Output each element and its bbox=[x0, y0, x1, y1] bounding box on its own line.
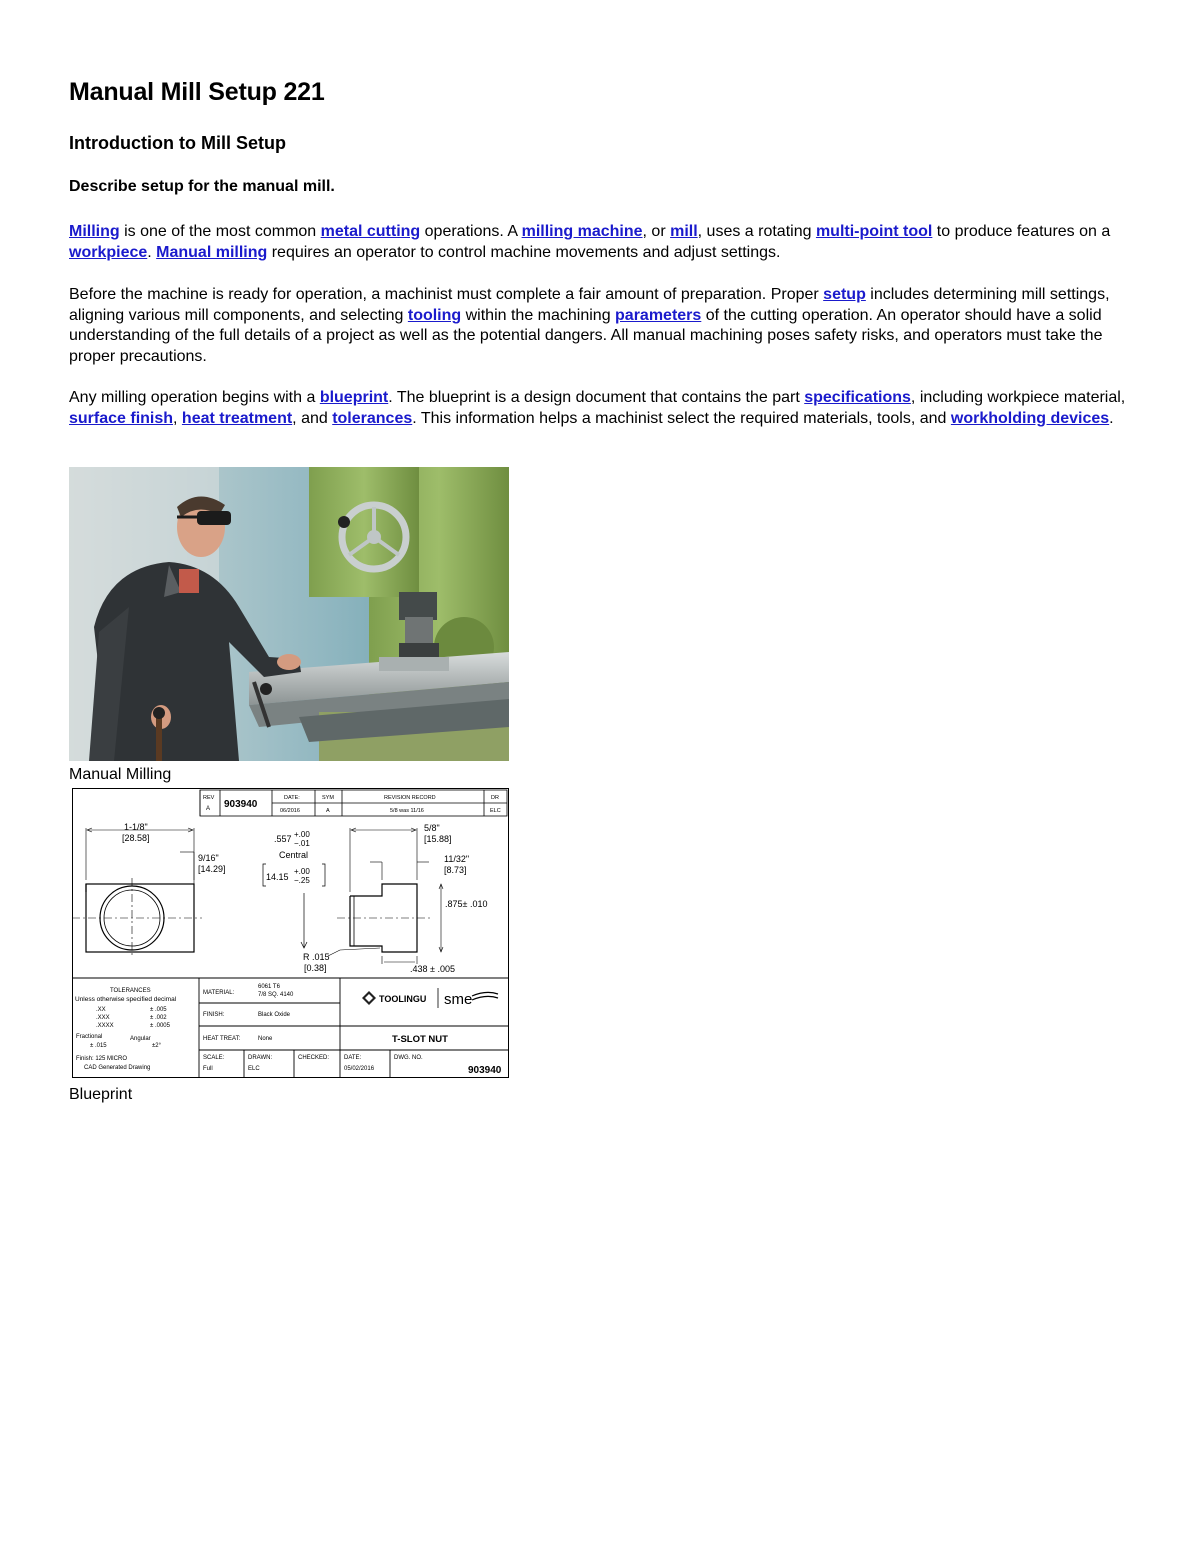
tol-finish: Finish: 125 MICRO bbox=[76, 1056, 128, 1062]
link-blueprint[interactable]: blueprint bbox=[319, 389, 389, 406]
link-parameters[interactable]: parameters bbox=[615, 306, 702, 324]
tol-plus-00: +.00 bbox=[294, 830, 310, 839]
link-tooling[interactable]: tooling bbox=[407, 306, 462, 324]
dim-58: 5/8" bbox=[424, 823, 440, 833]
dim-1415: 14.15 bbox=[266, 872, 289, 882]
figure-caption-manual-milling: Manual Milling bbox=[69, 766, 172, 783]
revision-record-label: REVISION RECORD bbox=[384, 795, 436, 801]
dim-1132-mm: [8.73] bbox=[444, 865, 467, 875]
heat-treat-label: HEAT TREAT: bbox=[203, 1036, 241, 1042]
rev-date: 06/2016 bbox=[280, 808, 300, 814]
dr-label: DR bbox=[491, 795, 499, 801]
tol-angular: Angular bbox=[130, 1036, 151, 1042]
dim-438: .438 ± .005 bbox=[410, 964, 455, 974]
central-label: Central bbox=[279, 850, 309, 860]
tol-ang-val: ±2° bbox=[152, 1043, 162, 1049]
dim-width-mm: [28.58] bbox=[122, 833, 150, 843]
heat-treat-value: None bbox=[258, 1036, 273, 1042]
rev-label: REV bbox=[203, 795, 215, 801]
scale-value: Full bbox=[203, 1066, 213, 1072]
tol-minus-01: −.01 bbox=[294, 839, 310, 848]
link-milling-machine[interactable]: milling machine bbox=[521, 223, 643, 240]
paragraph-milling-intro: Milling is one of the most common metal cutting operations. A milling machine, or mill, uses a rotating multi-point tool to produce features on a workpiece. Manual milling requires an operator to control machine movements and adjust settings. bbox=[69, 223, 1111, 261]
dim-r015: R .015 bbox=[303, 952, 330, 962]
dim-557: .557 bbox=[274, 834, 292, 844]
tol-cad: CAD Generated Drawing bbox=[84, 1065, 151, 1071]
rev-sym: A bbox=[326, 808, 330, 814]
link-manual-milling[interactable]: Manual milling bbox=[156, 243, 268, 261]
tol-plus-00-b: +.00 bbox=[294, 867, 310, 876]
finish-label: FINISH: bbox=[203, 1012, 225, 1018]
paragraph-blueprint: Any milling operation begins with a blueprint. The blueprint is a design document that contains the part specifications, including workpiece material, surface finish, heat treatment, and tolerances. This information helps a machinist select the required materials, tools, and workholding devices. bbox=[69, 389, 1126, 427]
material-line1: 6061 T6 bbox=[258, 984, 280, 990]
link-milling[interactable]: Milling bbox=[69, 223, 120, 240]
part-name: T-SLOT NUT bbox=[392, 1034, 448, 1045]
manual-milling-illustration bbox=[69, 467, 509, 761]
dim-58-mm: [15.88] bbox=[424, 834, 452, 844]
tol-fractional: Fractional bbox=[76, 1034, 103, 1040]
link-workpiece[interactable]: workpiece bbox=[69, 243, 148, 261]
tol-title: TOLERANCES bbox=[110, 988, 151, 994]
tol-xxx: .XXX bbox=[96, 1015, 110, 1021]
tol-xxx-val: ± .002 bbox=[150, 1015, 167, 1021]
dim-916-mm: [14.29] bbox=[198, 864, 226, 874]
tol-xx: .XX bbox=[96, 1007, 106, 1013]
dwg-value: 903940 bbox=[468, 1065, 502, 1076]
link-specifications[interactable]: specifications bbox=[804, 389, 911, 406]
rev-part-number: 903940 bbox=[224, 799, 258, 810]
scale-label: SCALE: bbox=[203, 1055, 225, 1061]
link-surface-finish[interactable]: surface finish bbox=[69, 409, 174, 427]
dim-r015-mm: [0.38] bbox=[304, 963, 327, 973]
manual-milling-photo bbox=[69, 467, 509, 761]
finish-value: Black Oxide bbox=[258, 1012, 291, 1018]
tol-xx-val: ± .005 bbox=[150, 1007, 167, 1013]
dim-916: 9/16" bbox=[198, 853, 219, 863]
tol-xxxx: .XXXX bbox=[96, 1023, 114, 1029]
dwg-label: DWG. NO. bbox=[394, 1055, 423, 1061]
section-title: Introduction to Mill Setup bbox=[69, 133, 286, 153]
date2-value: 05/02/2016 bbox=[344, 1066, 375, 1072]
rev-value: A bbox=[206, 806, 211, 812]
logo-brand: TOOLINGU bbox=[379, 994, 427, 1004]
link-metal-cutting[interactable]: metal cutting bbox=[320, 223, 421, 240]
blueprint-drawing bbox=[72, 788, 509, 1078]
dim-1132: 11/32" bbox=[444, 854, 470, 864]
page-title: Manual Mill Setup 221 bbox=[69, 78, 325, 106]
tol-minus-25: −.25 bbox=[294, 876, 310, 885]
dim-875: .875± .010 bbox=[445, 899, 488, 909]
figure-caption-blueprint: Blueprint bbox=[69, 1086, 133, 1103]
link-heat-treatment[interactable]: heat treatment bbox=[181, 409, 293, 427]
material-label: MATERIAL: bbox=[203, 990, 235, 996]
checked-label: CHECKED: bbox=[298, 1055, 330, 1061]
learning-objective: Describe setup for the manual mill. bbox=[69, 178, 335, 195]
dim-width: 1-1/8" bbox=[124, 822, 148, 832]
link-mill[interactable]: mill bbox=[670, 223, 698, 240]
sym-label: SYM bbox=[322, 795, 334, 801]
paragraph-preparation: Before the machine is ready for operation, a machinist must complete a fair amount of preparation. Proper setup includes determining mill settings, aligning various mill components, and selecting tooling within the machining parameters of the cutting operation. An operator should have a solid understanding of the full details of a project as well as the potential dangers. All manual machining poses safety risks, and operators must take the proper precautions. bbox=[69, 286, 1110, 365]
drawn-label: DRAWN: bbox=[248, 1055, 273, 1061]
rev-record: 5/8 was 11/16 bbox=[390, 808, 424, 814]
link-workholding-devices[interactable]: workholding devices bbox=[950, 409, 1110, 427]
tol-unless: Unless otherwise specified decimal bbox=[75, 996, 177, 1003]
tol-xxxx-val: ± .0005 bbox=[150, 1023, 170, 1029]
rev-dr: ELC bbox=[490, 808, 501, 814]
date-label: DATE: bbox=[284, 795, 300, 801]
date2-label: DATE: bbox=[344, 1055, 362, 1061]
drawn-value: ELC bbox=[248, 1066, 260, 1072]
link-setup[interactable]: setup bbox=[823, 286, 866, 303]
tol-frac-val: ± .015 bbox=[90, 1043, 107, 1049]
logo-sme: sme bbox=[444, 991, 473, 1008]
link-tolerances[interactable]: tolerances bbox=[332, 409, 413, 427]
link-multi-point-tool[interactable]: multi-point tool bbox=[815, 223, 933, 240]
material-line2: 7/8 SQ. 4140 bbox=[258, 992, 294, 998]
